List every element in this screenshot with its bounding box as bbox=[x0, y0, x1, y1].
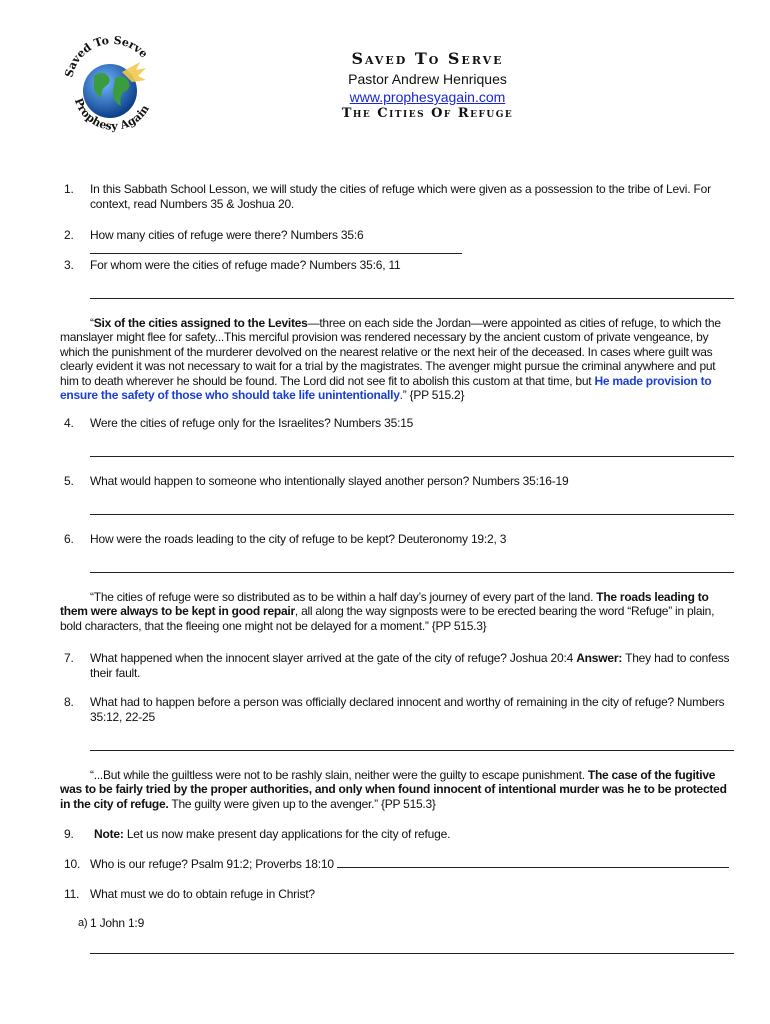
question-text: What had to happen before a person was officially declared innocent and worthy of remaining in the city of refuge? Numbers 35:12, 22-25 bbox=[90, 695, 725, 724]
page-title: Saved To Serve bbox=[351, 49, 504, 68]
quote-open: “ bbox=[90, 316, 94, 330]
question-8 bbox=[64, 695, 734, 725]
question-number: 7. bbox=[64, 651, 74, 665]
quote-highlight: He made provision to ensure the safety of those who should take life unintentionally bbox=[60, 373, 712, 403]
pastor-name: Pastor Andrew Henriques bbox=[348, 71, 507, 87]
answer-text: They had to confess their fault. bbox=[90, 651, 730, 680]
ministry-logo bbox=[60, 36, 165, 136]
question-text: Who is our refuge? Psalm 91:2; Proverbs 18:10 bbox=[90, 857, 334, 871]
question-number: 8. bbox=[64, 695, 74, 709]
question-10 bbox=[64, 857, 734, 872]
answer-blank[interactable] bbox=[90, 514, 734, 515]
question-text: 1 John 1:9 bbox=[90, 916, 145, 930]
quote-text: “The cities of refuge were so distributed as to be within a half day’s journey of every part of the land. bbox=[90, 590, 597, 604]
question-text: Were the cities of refuge only for the Israelites? Numbers 35:15 bbox=[90, 416, 414, 430]
question-number: 11. bbox=[64, 887, 80, 901]
question-5 bbox=[64, 474, 734, 489]
note-text: Let us now make present day applications for the city of refuge. bbox=[126, 827, 451, 841]
answer-label: Answer: bbox=[576, 651, 623, 665]
question-text: How were the roads leading to the city of refuge to be kept? Deuteronomy 19:2, 3 bbox=[90, 532, 507, 546]
question-number: 9. bbox=[64, 827, 74, 841]
quote-pp-515-3a bbox=[60, 590, 736, 633]
question-number: 3. bbox=[64, 258, 74, 272]
quote-pp-515-3b bbox=[60, 768, 736, 811]
question-number: 1. bbox=[64, 182, 74, 196]
question-text: For whom were the cities of refuge made? Numbers 35:6, 11 bbox=[90, 258, 401, 272]
question-number: 4. bbox=[64, 416, 74, 430]
question-text: What would happen to someone who intentionally slayed another person? Numbers 35:16-19 bbox=[90, 474, 569, 488]
quote-bold: Six of the cities assigned to the Levites bbox=[93, 316, 308, 330]
quote-bold: The case of the fugitive was to be fairly tried by the proper authorities, and only when found innocent of intentional murder was he to be protected in the city of refuge. bbox=[60, 768, 727, 811]
note-label: Note: bbox=[94, 827, 124, 841]
question-4 bbox=[64, 416, 734, 431]
answer-blank[interactable] bbox=[90, 572, 734, 573]
website-link[interactable]: www.prophesyagain.com bbox=[349, 89, 506, 105]
svg-text:Saved To Serve: Saved To Serve bbox=[62, 36, 151, 79]
answer-blank[interactable] bbox=[90, 750, 734, 751]
quote-citation: .” {PP 515.2} bbox=[399, 388, 465, 403]
question-7 bbox=[64, 651, 734, 681]
question-number: 5. bbox=[64, 474, 74, 488]
question-11a bbox=[78, 916, 748, 931]
answer-blank[interactable] bbox=[90, 243, 462, 254]
quote-citation: , all along the way signposts were to be erected bearing the word “Refuge” in plain, bold characters, that the fleeing one might not be delayed for a moment.” {PP 515.3} bbox=[60, 604, 715, 633]
question-number: 2. bbox=[64, 228, 74, 242]
question-11 bbox=[64, 887, 734, 902]
svg-text:Prophesy Again ©: Prophesy Again bbox=[71, 96, 152, 133]
quote-citation: The guilty were given up to the avenger.” {PP 515.3} bbox=[168, 796, 436, 811]
question-6 bbox=[64, 532, 734, 547]
quote-text: —three on each side the Jordan—were appointed as cities of refuge, to which the manslayer might flee for safety...This merciful provision was rendered necessary by the ancient custom of private vengeance, by which the punishment of the murderer devolved on the nearest relative or the next heir of the deceased. In cases where guilt was clearly evident it was not necessary to wait for a trial by the magistrates. The avenger might pursue the criminal anywhere and put him to death wherever he should be found. The Lord did not see fit to abolish this custom at that time, but bbox=[60, 316, 721, 388]
quote-text: “...But while the guiltless were not to be rashly slain, neither were the guilty to escape punishment. bbox=[90, 768, 588, 782]
answer-blank[interactable] bbox=[90, 298, 734, 299]
question-number: 10. bbox=[64, 857, 81, 871]
quote-bold: The roads leading to them were always to be kept in good repair bbox=[60, 590, 709, 619]
question-2 bbox=[64, 228, 734, 258]
question-1 bbox=[64, 182, 734, 212]
answer-blank[interactable] bbox=[90, 953, 734, 954]
question-number: 6. bbox=[64, 532, 74, 546]
quote-pp-515-2 bbox=[60, 316, 736, 402]
question-text: In this Sabbath School Lesson, we will study the cities of refuge which were given as a possession to the tribe of Levi. For context, read Numbers 35 & Joshua 20. bbox=[90, 182, 711, 211]
question-text: What happened when the innocent slayer arrived at the gate of the city of refuge? Joshua 20:4 bbox=[90, 651, 574, 665]
question-3 bbox=[64, 258, 734, 273]
question-9 bbox=[64, 827, 734, 842]
answer-blank[interactable] bbox=[337, 857, 729, 868]
answer-blank[interactable] bbox=[90, 456, 734, 457]
sub-question-letter: a) bbox=[78, 917, 88, 929]
question-text: How many cities of refuge were there? Numbers 35:6 bbox=[90, 228, 364, 242]
question-text: What must we do to obtain refuge in Christ? bbox=[90, 887, 315, 901]
lesson-subtitle: The Cities Of Refuge bbox=[341, 106, 514, 121]
